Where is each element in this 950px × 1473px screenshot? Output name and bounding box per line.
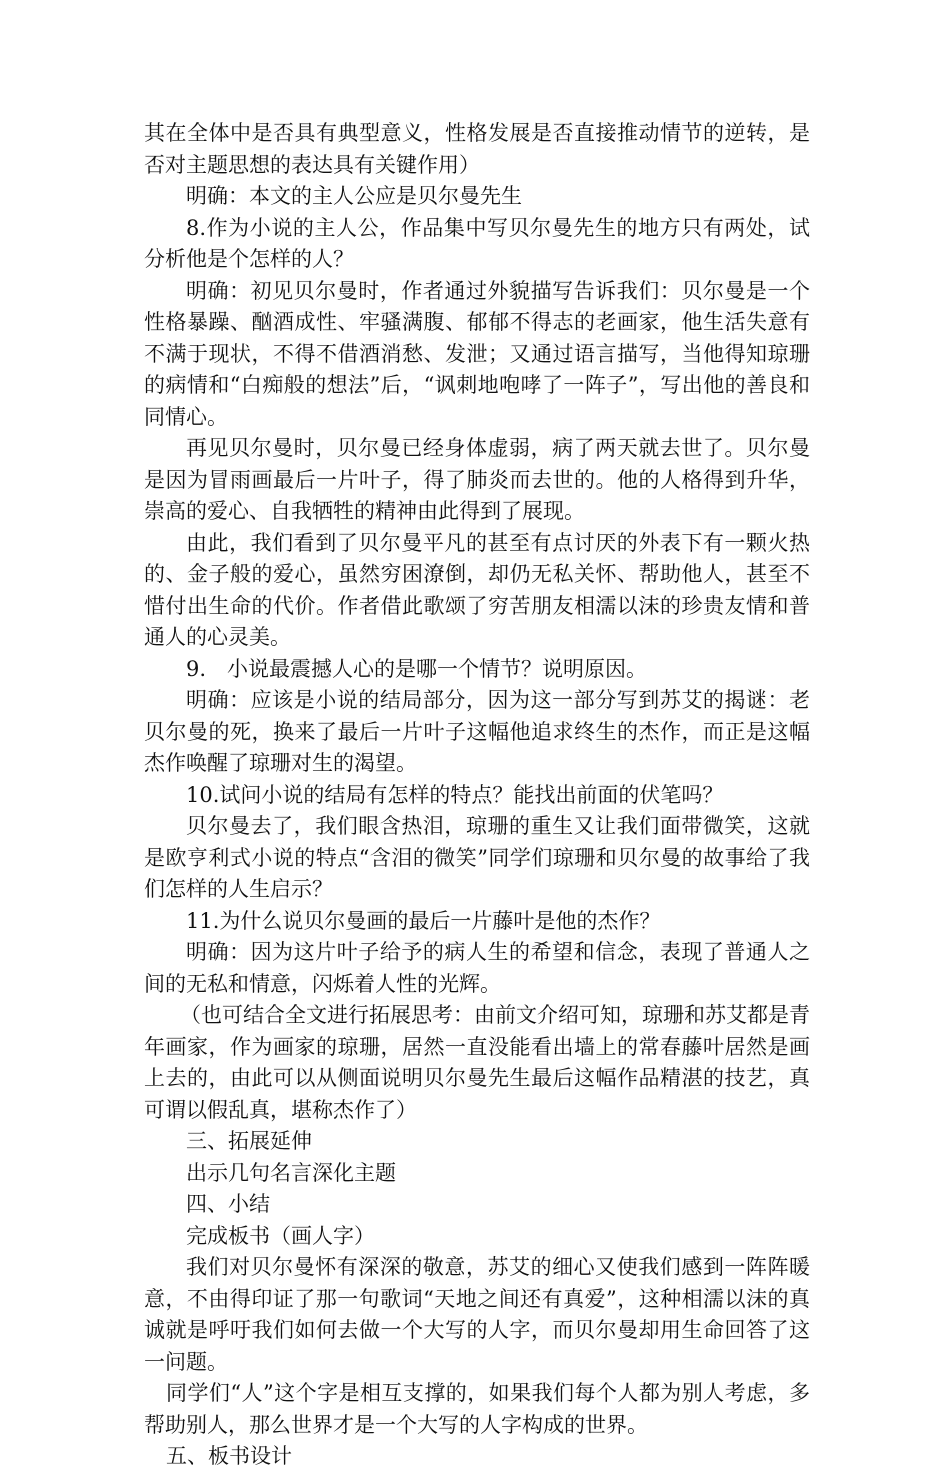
question-11: 11.为什么说贝尔曼画的最后一片藤叶是他的杰作？ [186,908,661,933]
paragraph: 完成板书（画人字） [186,1223,375,1248]
paragraph: 我们对贝尔曼怀有深深的敬意，苏艾的细心又使我们感到一阵阵暖意，不由得印证了那一句歌词“天地之间还有真爱”，这种相濡以沫的真诚就是呼吁我们如何去做一个大写的人字，而贝尔曼却用生命回答了这一问题。 [144,1255,810,1374]
paragraph: 贝尔曼去了，我们眼含热泪，琼珊的重生又让我们面带微笑，这就是欧亨利式小说的特点“含泪的微笑”同学们琼珊和贝尔曼的故事给了我们怎样的人生启示？ [144,814,810,901]
paragraph-answer: 明确：应该是小说的结局部分，因为这一部分写到苏艾的揭谜：老贝尔曼的死，换来了最后一片叶子这幅他追求终生的杰作，而正是这幅杰作唤醒了琼珊对生的渴望。 [144,688,810,775]
paragraph-answer: 明确：本文的主人公应是贝尔曼先生 [186,184,522,208]
section-heading-summary: 四、小结 [186,1192,270,1216]
question-9: 9. 小说最震撼人心的是哪一个情节？说明原因。 [186,656,648,681]
paragraph-note: （也可结合全文进行拓展思考：由前文介绍可知，琼珊和苏艾都是青年画家，作为画家的琼珊，居然一直没能看出墙上的常春藤叶居然是画上去的，由此可以从侧面说明贝尔曼先生最后这幅作品精湛的技艺，真可谓以假乱真，堪称杰作了） [144,1003,810,1122]
section-heading-extension: 三、拓展延伸 [186,1129,312,1153]
paragraph: 由此，我们看到了贝尔曼平凡的甚至有点讨厌的外表下有一颗火热的、金子般的爱心，虽然穷困潦倒，却仍无私关怀、帮助他人，甚至不惜付出生命的代价。作者借此歌颂了穷苦朋友相濡以沫的珍贵友情和普通人的心灵美。 [144,530,810,649]
paragraph-answer: 明确：因为这片叶子给予的病人生的希望和信念，表现了普通人之间的无私和情意，闪烁着人性的光辉。 [144,940,810,996]
paragraph: 出示几句名言深化主题 [186,1160,396,1185]
question-10: 10.试问小说的结局有怎样的特点？能找出前面的伏笔吗？ [186,782,724,807]
document-body [144,118,810,1473]
paragraph-answer: 明确：初见贝尔曼时，作者通过外貌描写告诉我们：贝尔曼是一个性格暴躁、酗酒成性、牢骚满腹、郁郁不得志的老画家，他生活失意有不满于现状，不得不借酒消愁、发泄；又通过语言描写，当他得知琼珊的病情和“白痴般的想法”后，“讽刺地咆哮了一阵子”，写出他的善良和同情心。 [144,278,810,429]
paragraph: 再见贝尔曼时，贝尔曼已经身体虚弱，病了两天就去世了。贝尔曼是因为冒雨画最后一片叶子，得了肺炎而去世的。他的人格得到升华，崇高的爱心、自我牺牲的精神由此得到了展现。 [144,436,810,523]
section-heading-board-design: 五、板书设计 [166,1444,292,1468]
paragraph-continued: 其在全体中是否具有典型意义，性格发展是否直接推动情节的逆转，是否对主题思想的表达具有关键作用） [144,121,810,177]
paragraph: 同学们“人”这个字是相互支撑的，如果我们每个人都为别人考虑，多帮助别人，那么世界才是一个大写的人字构成的世界。 [144,1381,810,1437]
question-8: 8.作为小说的主人公，作品集中写贝尔曼先生的地方只有两处，试分析他是个怎样的人？ [144,215,810,271]
